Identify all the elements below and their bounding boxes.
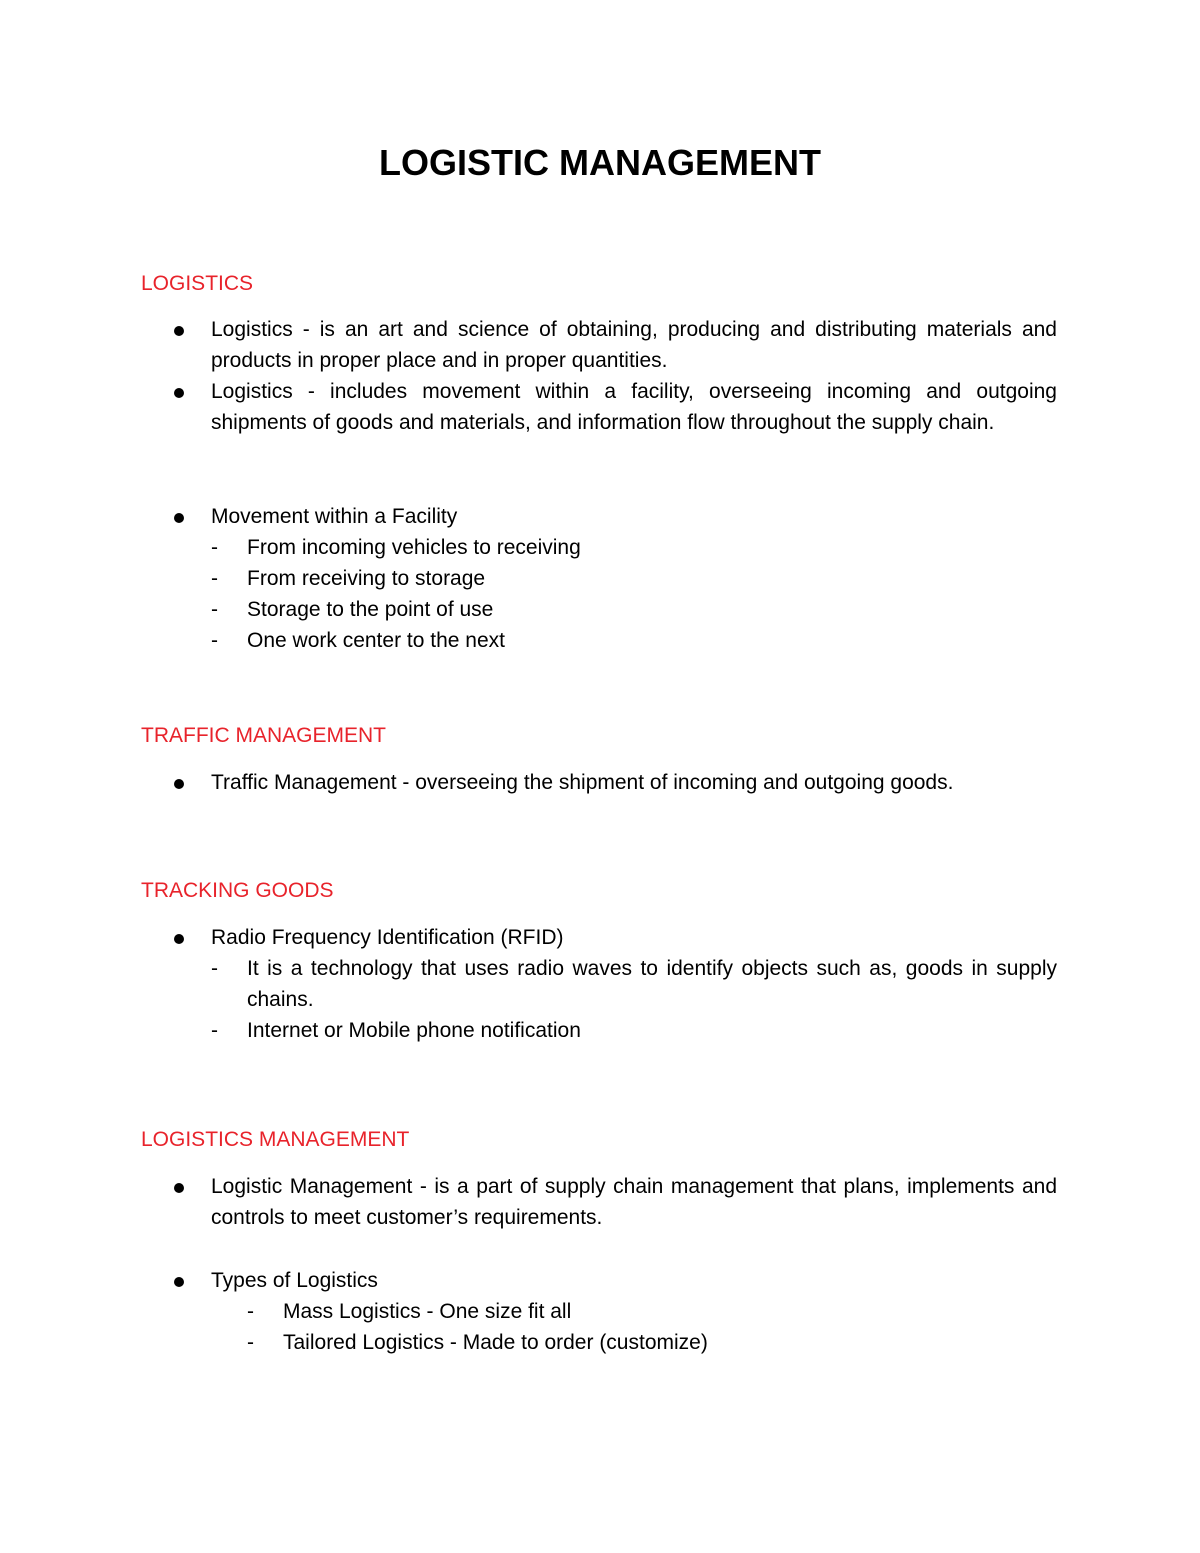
types-sub-list xyxy=(211,1296,1057,1358)
section-heading-logistics: LOGISTICS xyxy=(141,272,254,295)
sub-list-item-text: Internet or Mobile phone notification xyxy=(247,1019,581,1042)
list-item-text: Movement within a Facility xyxy=(211,505,458,528)
dash-icon: - xyxy=(247,1300,254,1323)
bullet-dot-icon xyxy=(174,326,184,336)
sub-list-item xyxy=(211,1015,1057,1046)
sub-list-item-text: It is a technology that uses radio waves to identify objects such as, goods in supply chains. xyxy=(247,957,1057,1011)
dash-icon: - xyxy=(211,536,218,559)
list-item xyxy=(0,314,1057,376)
bullet-dot-icon xyxy=(174,934,184,944)
section-heading-tracking-goods: TRACKING GOODS xyxy=(141,879,334,902)
types-bullet-list xyxy=(0,1265,1200,1358)
bullet-dot-icon xyxy=(174,779,184,789)
movement-bullet-list xyxy=(0,501,1200,656)
traffic-bullet-list xyxy=(0,767,1200,798)
sub-list-item-text: From incoming vehicles to receiving xyxy=(247,536,581,559)
bullet-dot-icon xyxy=(174,388,184,398)
list-item-text: Logistics - includes movement within a facility, overseeing incoming and outgoing shipments of goods and materials, and information flow throughout the supply chain. xyxy=(211,380,1057,434)
sub-list-item xyxy=(211,1296,1057,1327)
bullet-dot-icon xyxy=(174,513,184,523)
list-item xyxy=(0,376,1057,438)
rfid-sub-list xyxy=(211,953,1057,1046)
bullet-dot-icon xyxy=(174,1277,184,1287)
bullet-dot-icon xyxy=(174,1183,184,1193)
list-item-text: Types of Logistics xyxy=(211,1269,378,1292)
sub-list-item-text: Mass Logistics - One size fit all xyxy=(283,1300,572,1323)
list-item xyxy=(0,922,1057,1046)
list-item xyxy=(0,501,1057,656)
list-item xyxy=(0,1265,1057,1358)
list-item-text: Radio Frequency Identification (RFID) xyxy=(211,926,564,949)
sub-list-item xyxy=(211,625,1057,656)
sub-list-item-text: From receiving to storage xyxy=(247,567,486,590)
sub-list-item xyxy=(211,532,1057,563)
logistics-management-bullet-list xyxy=(0,1171,1200,1233)
sub-list-item xyxy=(211,1327,1057,1358)
sub-list-item-text: Tailored Logistics - Made to order (customize) xyxy=(283,1331,708,1354)
dash-icon: - xyxy=(211,957,218,980)
logistics-bullet-list xyxy=(0,314,1200,438)
section-heading-logistics-management: LOGISTICS MANAGEMENT xyxy=(141,1128,410,1151)
list-item xyxy=(0,1171,1057,1233)
sub-list-item xyxy=(211,563,1057,594)
sub-list-item xyxy=(211,953,1057,1015)
sub-list-item xyxy=(211,594,1057,625)
dash-icon: - xyxy=(211,1019,218,1042)
dash-icon: - xyxy=(211,629,218,652)
dash-icon: - xyxy=(211,567,218,590)
document-title: LOGISTIC MANAGEMENT xyxy=(379,142,821,183)
sub-list-item-text: Storage to the point of use xyxy=(247,598,494,621)
list-item-text: Traffic Management - overseeing the shipment of incoming and outgoing goods. xyxy=(211,771,954,794)
sub-list-item-text: One work center to the next xyxy=(247,629,505,652)
dash-icon: - xyxy=(211,598,218,621)
list-item-text: Logistics - is an art and science of obtaining, producing and distributing materials and products in proper place and in proper quantities. xyxy=(211,318,1057,372)
list-item-text: Logistic Management - is a part of supply chain management that plans, implements and controls to meet customer’s requirements. xyxy=(211,1175,1057,1229)
list-item xyxy=(0,767,1057,798)
tracking-bullet-list xyxy=(0,922,1200,1046)
section-heading-traffic-management: TRAFFIC MANAGEMENT xyxy=(141,724,386,747)
movement-sub-list xyxy=(211,532,1057,656)
dash-icon: - xyxy=(247,1331,254,1354)
